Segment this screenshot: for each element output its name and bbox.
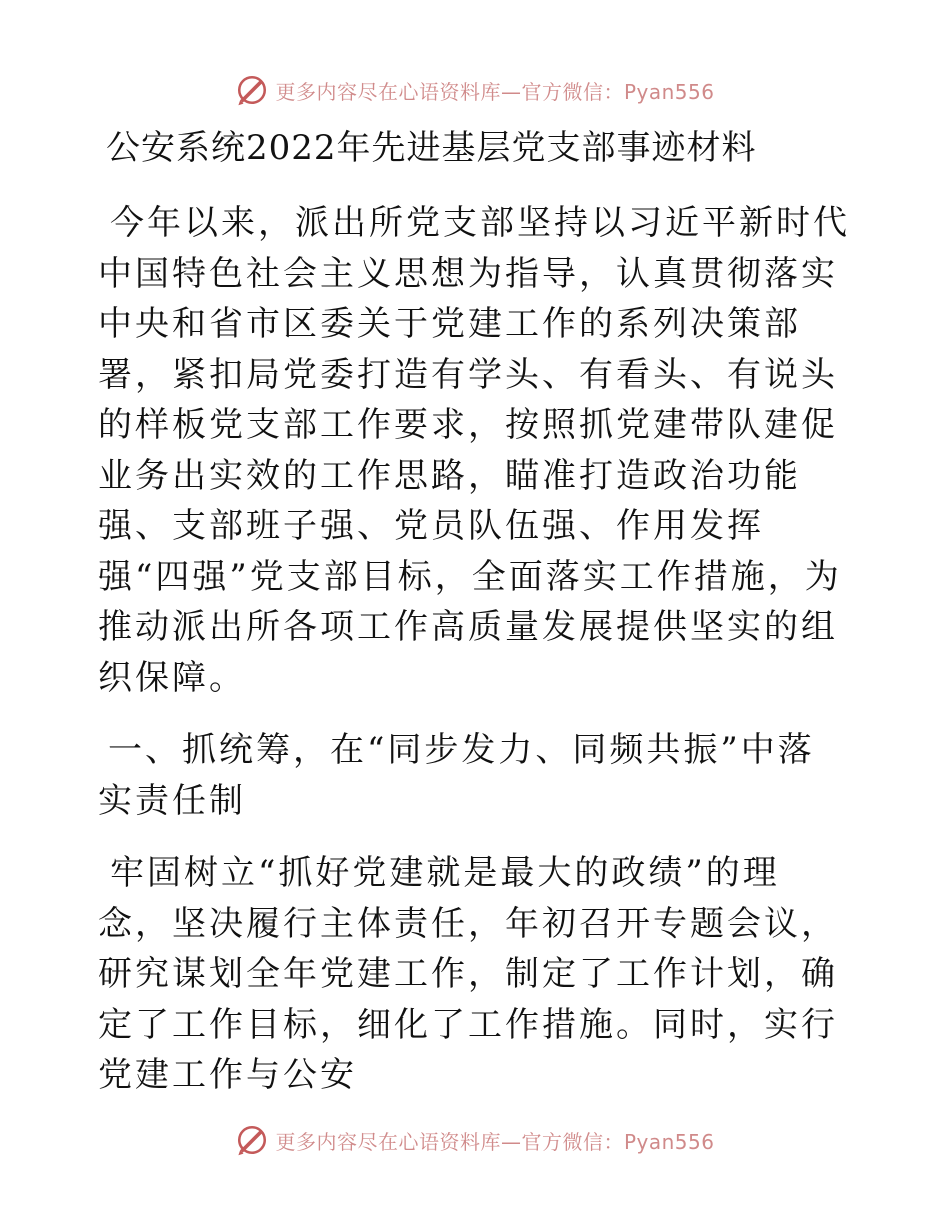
pen-logo-icon bbox=[235, 1123, 269, 1157]
watermark-header bbox=[0, 70, 950, 110]
section-1-paragraph: 牢固树立“抓好党建就是最大的政绩”的理念，坚决履行主体责任，年初召开专题会议，研究谋划全年党建工作，制定了工作计划，确定了工作目标，细化了工作措施。同时，实行党建工作与公安 bbox=[98, 853, 838, 1095]
document-body bbox=[98, 118, 850, 1123]
pen-logo-icon bbox=[235, 73, 269, 107]
watermark-text: 更多内容尽在心语资料库—官方微信：Pyan556 bbox=[275, 79, 715, 104]
document-title: 公安系统2022年先进基层党支部事迹材料 bbox=[106, 128, 757, 168]
watermark-footer bbox=[0, 1120, 950, 1160]
intro-paragraph: 今年以来，派出所党支部坚持以习近平新时代中国特色社会主义思想为指导，认真贯彻落实中央和省市区委关于党建工作的系列决策部署，紧扣局党委打造有学头、有看头、有说头的样板党支部工作要求，按照抓党建带队建促业务出实效的工作思路，瞄准打造政治功能强、支部班子强、党员队伍强、作用发挥强“四强”党支部目标，全面落实工作措施，为推动派出所各项工作高质量发展提供坚实的组织保障。 bbox=[98, 203, 850, 698]
watermark-text: 更多内容尽在心语资料库—官方微信：Pyan556 bbox=[275, 1129, 715, 1154]
section-1-heading: 一、抓统筹，在“同步发力、同频共振”中落实责任制 bbox=[98, 730, 815, 821]
